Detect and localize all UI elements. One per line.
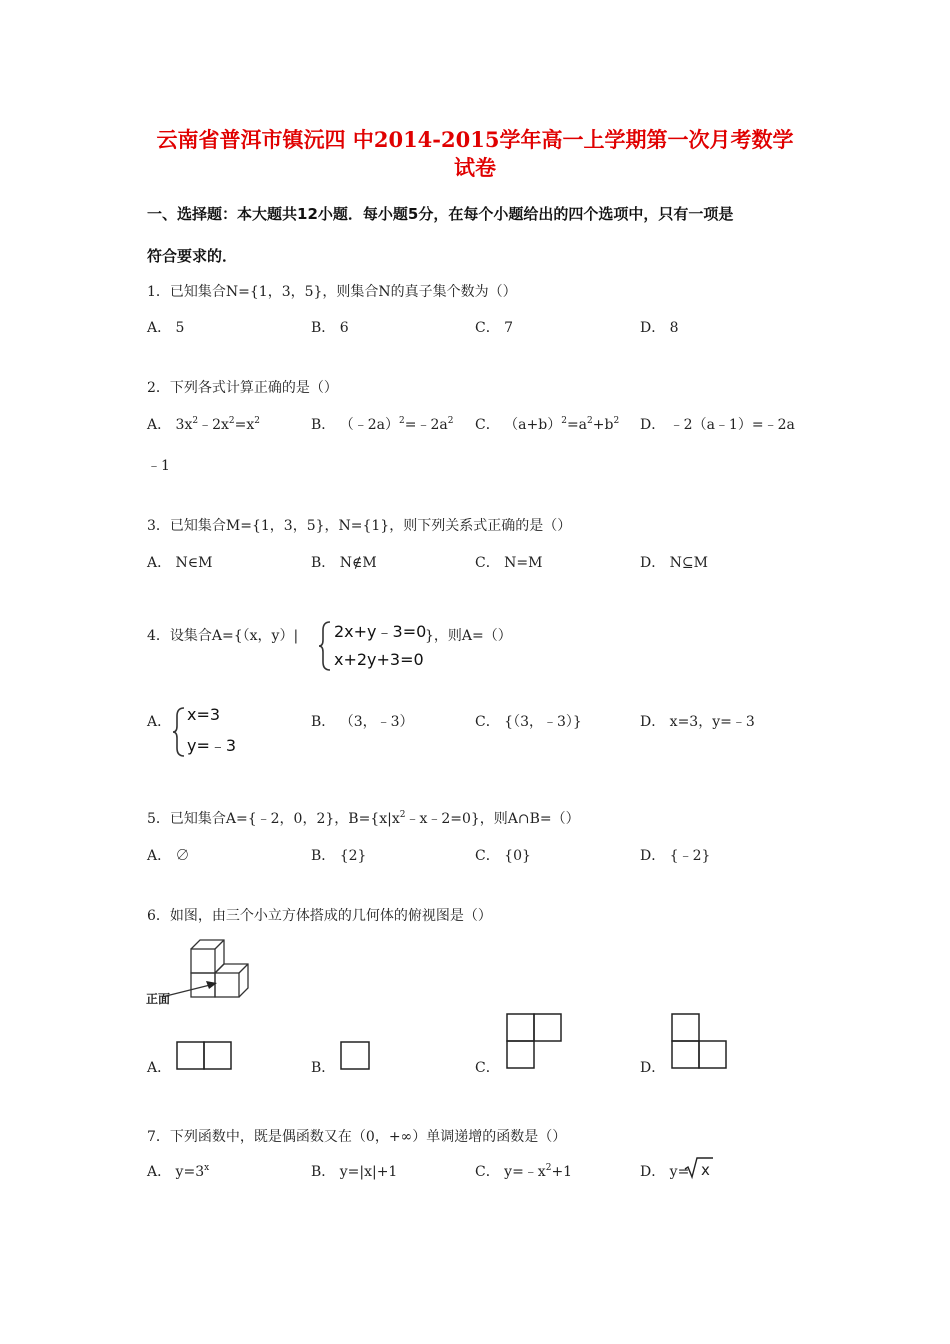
- q2-option-a: A． $3x^2﹣2x^2=x^2$: [147, 416, 261, 433]
- q4-option-a-brace: [172, 706, 186, 758]
- q6-front-label: 正面: [146, 992, 171, 1006]
- question-4-stem-post: }，则A=（）: [425, 628, 512, 644]
- q2-option-c: C． $(a+b)^2=a^2+b^2$: [475, 416, 620, 433]
- q2-option-d: D． ﹣2（a﹣1）=﹣2a: [640, 417, 795, 433]
- q4-option-a-eq1: x=3: [187, 705, 221, 724]
- section-heading-cont: 符合要求的．: [147, 247, 238, 265]
- section-heading: 一、选择题：本大题共12小题．每小题5分，在每个小题给出的四个选项中，只有一项是: [147, 205, 734, 223]
- q6-option-d-label: D．: [640, 1060, 666, 1076]
- q5-option-b: B． {2}: [311, 848, 367, 864]
- q1-option-d: D． 8: [640, 320, 679, 336]
- q7-option-b: B． y=|x|+1: [311, 1164, 398, 1180]
- q6-option-a-shape: [176, 1041, 234, 1071]
- q1-option-a: A． 5: [147, 320, 185, 336]
- question-7-stem: 7．下列函数中，既是偶函数又在（0，+∞）单调递增的函数是（）: [147, 1129, 567, 1145]
- q3-option-b: B． N∉M: [311, 555, 377, 571]
- question-3-stem: 3．已知集合M={1，3，5}，N={1}，则下列关系式正确的是（）: [147, 518, 572, 534]
- question-2-stem: 2．下列各式计算正确的是（）: [147, 380, 338, 396]
- q7-option-d: D． y=: [640, 1164, 690, 1180]
- q6-option-a-label: A．: [147, 1060, 172, 1076]
- q6-option-c-shape: [506, 1013, 564, 1071]
- q6-option-b-label: B．: [311, 1060, 336, 1076]
- title-line-1: 云南省普洱市镇沅四 中2014-2015学年高一上学期第一次月考数学: [156, 127, 794, 152]
- q3-option-c: C． N=M: [475, 555, 543, 571]
- q5-option-d: D． {﹣2}: [640, 848, 711, 864]
- q3-option-d: D． N⊆M: [640, 555, 708, 571]
- q7-option-a: A． $y=3^x$: [147, 1163, 210, 1180]
- title-line-2: 试卷: [454, 155, 496, 180]
- q7-option-d-radicand: x: [701, 1161, 710, 1179]
- question-1-stem: 1．已知集合N={1，3，5}，则集合N的真子集个数为（）: [147, 284, 517, 300]
- q4-option-b: B． （3，﹣3）: [311, 714, 414, 730]
- q4-option-a-label: A．: [147, 714, 172, 730]
- q5-option-c: C． {0}: [475, 848, 531, 864]
- question-5-stem: 5．已知集合A={﹣2，0，2}，$B=\{x|x^2﹣x﹣2=0\}$，则A∩B=（）: [147, 810, 580, 827]
- q6-option-c-label: C．: [475, 1060, 500, 1076]
- q6-option-b-shape: [340, 1041, 372, 1071]
- q6-option-d-shape: [671, 1013, 729, 1071]
- question-4-stem-pre: 4．设集合A={（x，y）|: [147, 628, 299, 644]
- q4-option-d: D． x=3，y=﹣3: [640, 714, 755, 730]
- q1-option-c: C． 7: [475, 320, 514, 336]
- q2-option-d-cont: ﹣1: [147, 458, 170, 474]
- q7-option-c: C． $y=﹣x^2+1$: [475, 1163, 573, 1180]
- q4-option-a-eq2: y=﹣3: [187, 736, 237, 755]
- q3-option-a: A． N∈M: [147, 555, 213, 571]
- q5-option-a: A． ∅: [147, 848, 190, 864]
- q2-option-b: B． $(﹣2a)^2=﹣2a^2$: [311, 416, 454, 433]
- q4-equation-2: x+2y+3=0: [334, 650, 424, 669]
- question-6-stem: 6．如图，由三个小立方体搭成的几何体的俯视图是（）: [147, 908, 492, 924]
- q4-option-c: C． {（3，﹣3）}: [475, 714, 582, 730]
- q4-equation-1: 2x+y﹣3=0: [334, 622, 427, 641]
- q4-brace: [318, 620, 332, 672]
- q1-option-b: B． 6: [311, 320, 349, 336]
